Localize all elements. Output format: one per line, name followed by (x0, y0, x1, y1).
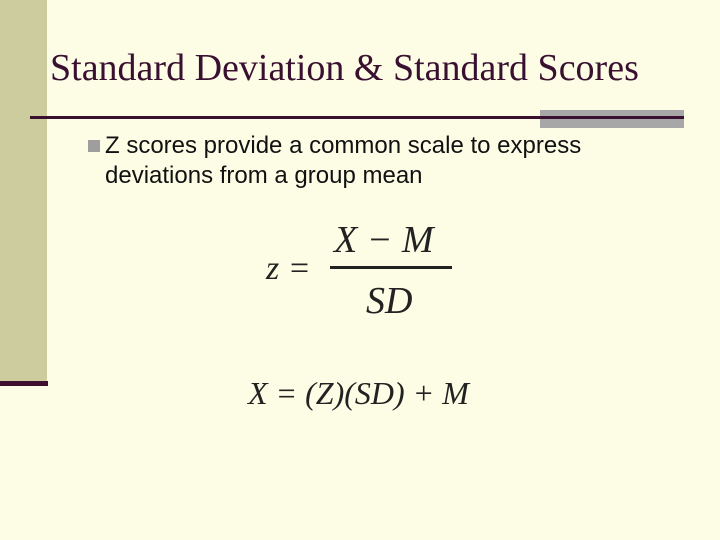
left-band-accent-bar (0, 381, 48, 386)
formula-z-lhs: z = (266, 250, 311, 287)
bullet-text: Z scores provide a common scale to express deviations from a group mean (105, 132, 582, 189)
formula-z-numerator: X − M (334, 219, 434, 261)
raw-score-formula: X = (Z)(SD) + M (248, 375, 469, 411)
formula-z-denominator: SD (366, 280, 413, 322)
slide-title: Standard Deviation & Standard Scores (50, 47, 639, 89)
title-rule-accent (540, 110, 684, 128)
fraction-bar (330, 266, 452, 269)
square-bullet-icon (88, 140, 100, 152)
left-decorative-band (0, 0, 47, 383)
bullet-item (88, 131, 688, 191)
